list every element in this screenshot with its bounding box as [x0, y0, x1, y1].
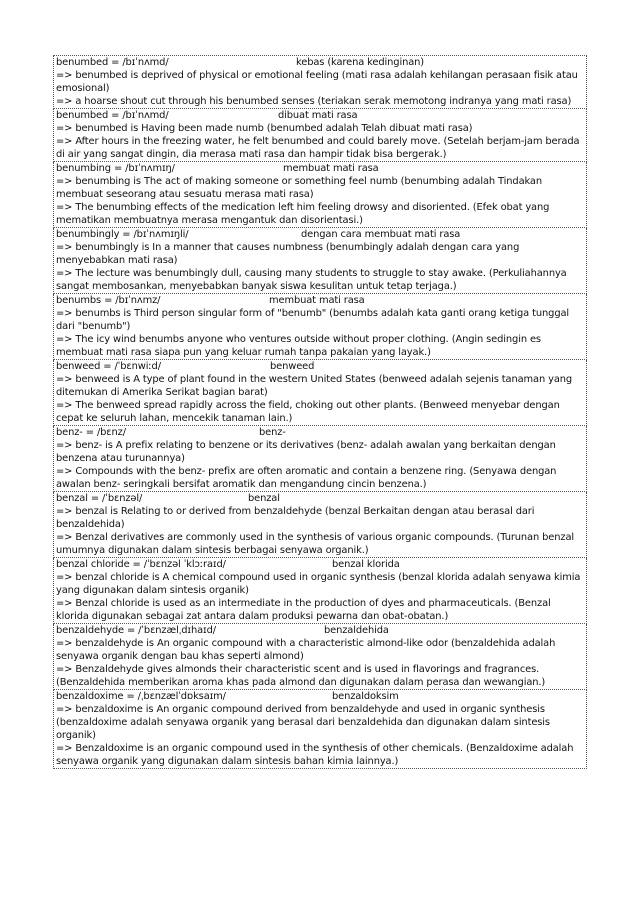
entry-definition: => benumbed is Having been made numb (benumbed adalah Telah dibuat mati rasa): [56, 123, 473, 134]
entry-definition: => benumbed is deprived of physical or emotional feeling (mati rasa adalah kehilangan perasaan fisik atau emosional): [56, 70, 578, 94]
entry-translation: benz-: [259, 427, 286, 438]
dictionary-entry: [53, 294, 587, 360]
entry-headword: benzal chloride = /ˈbɛnzəl ˈklɔːraɪd/: [56, 559, 226, 570]
entry-example: => Compounds with the benz- prefix are often aromatic and contain a benzene ring. (Senyawa dengan awalan benz- seringkali bersifat aromatik dan mengandung cincin benzena.): [56, 466, 557, 490]
entry-definition: => benumbs is Third person singular form of "benumb" (benumbs adalah kata ganti orang ketiga tunggal dari "benumb"): [56, 308, 570, 332]
entry-headword: benumbed = /bɪˈnʌmd/: [56, 57, 169, 68]
dictionary-list: [53, 55, 587, 769]
entry-header: [56, 228, 585, 241]
entry-headword: benumbing = /bɪˈnʌmɪŋ/: [56, 163, 175, 174]
entry-translation: dengan cara membuat mati rasa: [301, 229, 461, 240]
entry-translation: benzaldehida: [324, 625, 389, 636]
dictionary-entry: [53, 426, 587, 492]
entry-translation: benweed: [270, 361, 315, 372]
entry-example: => The benweed spread rapidly across the field, choking out other plants. (Benweed menyebar dengan cepat ke seluruh lahan, mencekik tanaman lain.): [56, 400, 560, 424]
entry-header: [56, 558, 585, 571]
entry-translation: dibuat mati rasa: [278, 110, 358, 121]
entry-example: => The lecture was benumbingly dull, causing many students to struggle to stay awake. (Perkuliahannya sangat membosankan, menyebabkan banyak siswa kesulitan untuk tetap terjaga.): [56, 268, 567, 292]
entry-header: [56, 624, 585, 637]
entry-definition: => benzaldoxime is An organic compound derived from benzaldehyde and used in organic synthesis (benzaldoxime adalah senyawa organik yang berasal dari benzaldehida dan digunakan dalam sintesis organik): [56, 704, 550, 741]
entry-example: => The icy wind benumbs anyone who ventures outside without proper clothing. (Angin sedingin es membuat mati rasa siapa pun yang keluar rumah tanpa pakaian yang layak.): [56, 334, 541, 358]
dictionary-entry: [53, 162, 587, 228]
entry-header: [56, 690, 585, 703]
entry-example: => Benzal derivatives are commonly used in the synthesis of various organic compounds. (Turunan benzal umumnya digunakan dalam sintesis berbagai senyawa organik.): [56, 532, 574, 556]
entry-translation: benzal: [248, 493, 280, 504]
entry-header: [56, 56, 585, 69]
entry-headword: benweed = /ˈbɛnwiːd/: [56, 361, 161, 372]
entry-example: => Benzaldehyde gives almonds their characteristic scent and is used in flavorings and fragrances. (Benzaldehida memberikan aroma khas pada almond dan digunakan dalam perasa dan wewangian.): [56, 664, 546, 688]
entry-header: [56, 109, 585, 122]
entry-example: => Benzal chloride is used as an intermediate in the production of dyes and pharmaceuticals. (Benzal klorida digunakan sebagai zat antara dalam produksi pewarna dan obat-obatan.): [56, 598, 551, 622]
dictionary-entry: [53, 109, 587, 162]
entry-example: => After hours in the freezing water, he felt benumbed and could barely move. (Setelah berjam-jam berada di air yang sangat dingin, dia merasa mati rasa dan hampir tidak bisa bergerak.): [56, 136, 580, 160]
entry-example: => a hoarse shout cut through his benumbed senses (teriakan serak memotong indranya yang mati rasa): [56, 96, 572, 107]
entry-definition: => benz- is A prefix relating to benzene or its derivatives (benz- adalah awalan yang berkaitan dengan benzena atau turunannya): [56, 440, 556, 464]
entry-header: [56, 162, 585, 175]
entry-translation: benzal klorida: [332, 559, 400, 570]
dictionary-entry: [53, 492, 587, 558]
entry-headword: benzaldehyde = /ˈbɛnzælˌdɪhaɪd/: [56, 625, 216, 636]
dictionary-entry: [53, 690, 587, 769]
entry-header: [56, 294, 585, 307]
entry-header: [56, 492, 585, 505]
entry-definition: => benumbing is The act of making someone or something feel numb (benumbing adalah Tindakan membuat seseorang atau sesuatu merasa mati rasa): [56, 176, 542, 200]
entry-header: [56, 360, 585, 373]
entry-headword: benzal = /ˈbɛnzəl/: [56, 493, 143, 504]
entry-definition: => benzal chloride is A chemical compound used in organic synthesis (benzal klorida adalah senyawa kimia yang digunakan dalam sintesis organik): [56, 572, 581, 596]
entry-translation: membuat mati rasa: [283, 163, 379, 174]
entry-definition: => benzal is Relating to or derived from benzaldehyde (benzal Berkaitan dengan atau berasal dari benzaldehida): [56, 506, 535, 530]
entry-header: [56, 426, 585, 439]
entry-headword: benumbingly = /bɪˈnʌmɪŋli/: [56, 229, 189, 240]
entry-definition: => benumbingly is In a manner that causes numbness (benumbingly adalah dengan cara yang menyebabkan mati rasa): [56, 242, 520, 266]
dictionary-entry: [53, 558, 587, 624]
entry-headword: benumbs = /bɪˈnʌmz/: [56, 295, 161, 306]
entry-example: => The benumbing effects of the medication left him feeling drowsy and disoriented. (Efek obat yang mematikan membuatnya merasa mengantuk dan disorientasi.): [56, 202, 550, 226]
entry-headword: benz- = /bɛnz/: [56, 427, 126, 438]
entry-example: => Benzaldoxime is an organic compound used in the synthesis of other chemicals. (Benzaldoxime adalah senyawa organik yang digunakan dalam sintesis bahan kimia lainnya.): [56, 743, 574, 767]
entry-definition: => benweed is A type of plant found in the western United States (benweed adalah sejenis tanaman yang ditemukan di Amerika Serikat bagian barat): [56, 374, 573, 398]
entry-translation: kebas (karena kedinginan): [296, 57, 425, 68]
dictionary-entry: [53, 228, 587, 294]
entry-headword: benumbed = /bɪˈnʌmd/: [56, 110, 169, 121]
dictionary-entry: [53, 55, 587, 109]
entry-definition: => benzaldehyde is An organic compound with a characteristic almond-like odor (benzaldehida adalah senyawa organik dengan bau khas seperti almond): [56, 638, 556, 662]
dictionary-entry: [53, 624, 587, 690]
entry-headword: benzaldoxime = /ˌbɛnzælˈdɒksaɪm/: [56, 691, 226, 702]
entry-translation: benzaldoksim: [332, 691, 399, 702]
dictionary-entry: [53, 360, 587, 426]
entry-translation: membuat mati rasa: [269, 295, 365, 306]
